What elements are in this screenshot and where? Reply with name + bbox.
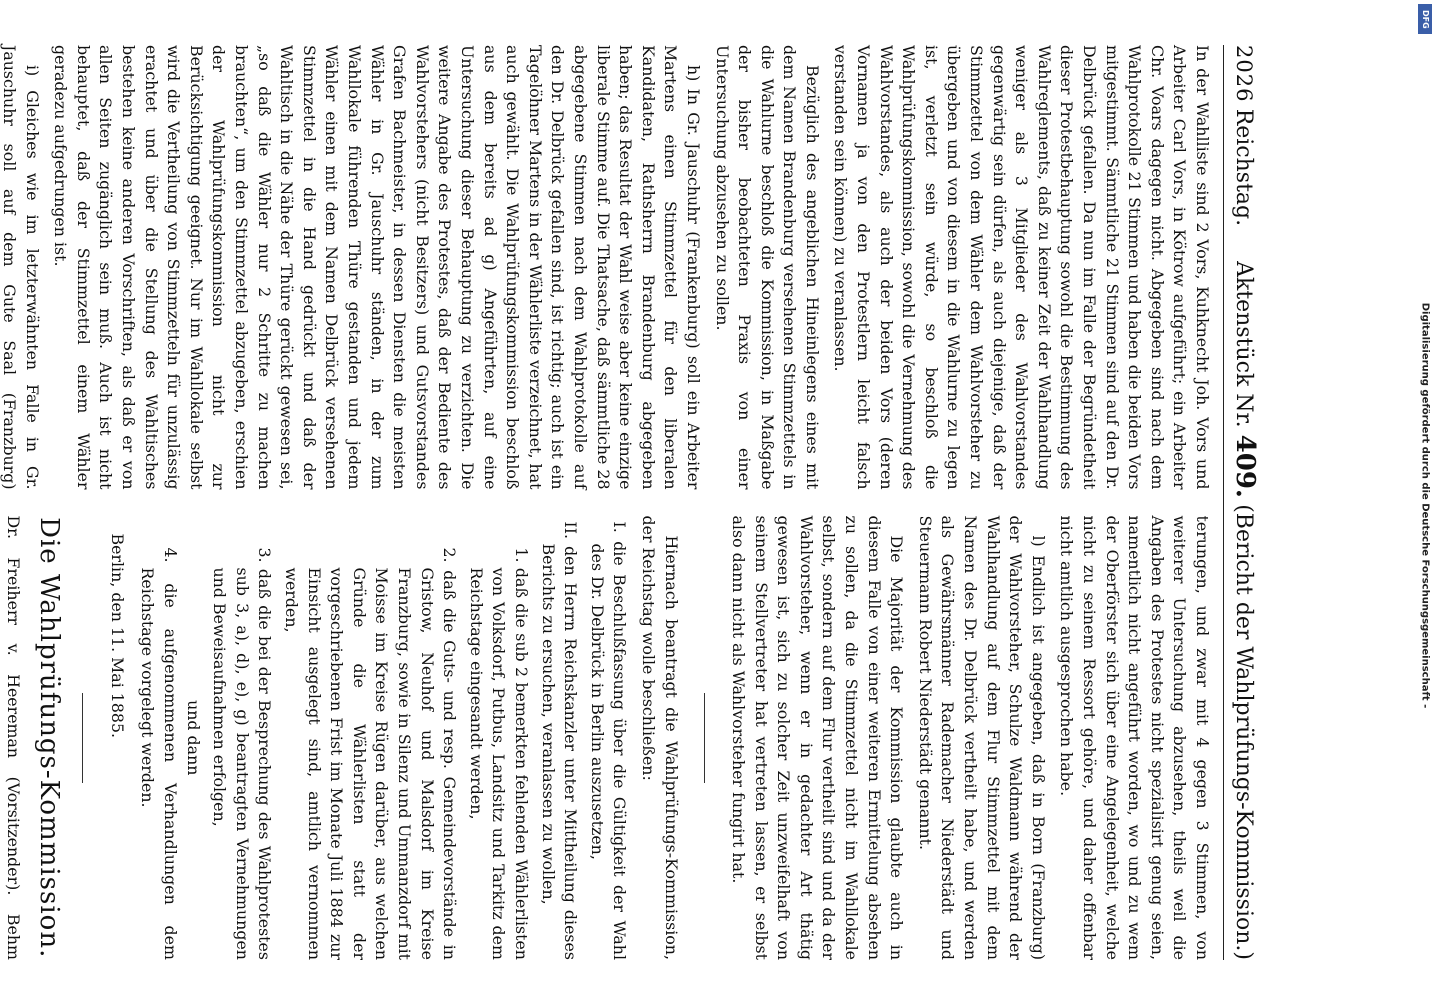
aktenstueck-number: 409.	[1230, 434, 1260, 498]
paragraph: In der Wahlliste sind 2 Vors, Kuhknecht Joh. Vors und Arbeiter Carl Vors, in Kötrow aufgeführt; ein Arbeiter Chr. Voars dagegen nicht. Abgegeben sind nach dem Wahlprotokolle 21 Stimmen und haben die beiden Vors mitgestimmt. Sämmtliche 21 Stimmen sind auf den Dr. Delbrück gefallen. Da nun im Falle der Begründetheit dieser Protestbehauptung sowohl die Bestimmung des Wahlreglements, daß zu keiner Zeit der Wahlhandlung weniger als 3 Mitglieder des Wahlvorstandes gegenwärtig sein dürfen, als auch diejenige, daß der Stimmzettel von dem Wähler dem Wahlvorsteher zu übergeben und von diesem in die Wahlurne zu legen ist, verletzt sein würde, so beschloß die Wahlprüfungskommission, sowohl die Vernehmung des Wahlvorstandes, als auch der beiden Vors (deren Vornamen ja von den Protestlern leicht falsch verstanden sein können) zu veranlassen.	[831, 45, 1212, 490]
header-right-title: (Bericht der Wahlprüfungs-Kommission.)	[1231, 504, 1256, 960]
motion-intro: Hiernach beantragt die Wahlprüfungs-Kommission, der Reichstag wolle beschließen:	[638, 515, 681, 960]
paragraph: Bezüglich des angeblichen Hineinlegens eines mit dem Namen Brandenburg versehenen Stimmzettels in die Wahlurne beschloß die Kommission, in Maßgabe der bisher beobachteten Praxis von einer Untersuchung abzusehen zu sollen.	[712, 45, 822, 490]
section-divider	[82, 693, 83, 783]
left-column	[0, 45, 1213, 490]
commission-members: Dr. Freiherr v. Heereman (Vorsitzender). Behm	[3, 515, 23, 960]
digitisation-note-text: Digitalisierung gefördert durch die Deutsche Forschungsgemeinschaft -	[1419, 302, 1431, 709]
page-number: 2026	[1232, 45, 1256, 103]
motion-subitem: 2. daß die Guts- und resp. Gemeindevorstände in Gristow, Neuhof und Malsdorf im Kreise Franzburg, sowie in Silenz und Ummanzdorf mit Moisse im Kreise Rügen darüber, aus welchen Gründe die Wählerlisten statt der vorgeschriebenen Frist im Monate Juli 1884 zur Einsicht ausgelegt sind, amtlich vernommen werden,	[282, 547, 460, 960]
date-line: Berlin, den 11. Mai 1885.	[107, 533, 127, 739]
digitisation-note	[1418, 0, 1432, 1000]
dfg-logo: DFG	[1418, 4, 1432, 34]
paragraph: h) In Gr. Jauschuhr (Frankenburg) soll ein Arbeiter Martens einen Stimmzettel für den liberalen Kandidaten, Rathsherrn Brandenburg abgegeben haben; das Resultat der Wahl weise aber keine einzige liberale Stimme auf. Die Thatsache, daß sämmtliche 28 abgegebene Stimmen nach dem Wahlprotokolle auf den Dr. Delbrück gefallen sind, ist richtig; auch ist ein Tagelöhner Martens in der Wählerliste verzeichnet, hat auch gewählt. Die Wahlprüfungskommission beschloß aus dem bereits ad g) Angeführten, auf eine Untersuchung dieser Behauptung zu verzichten. Die weitere Angabe des Protestes, daß der Bediente des Wahlvorstehers (nicht Besitzers) und Gutsvorstandes Grafen Bachmeister, in dessen Diensten die meisten Wähler in Gr. Jauschuhr ständen, in der zum Wahllokale führenden Thüre gestanden und jedem Wähler einen mit dem Namen Delbrück versehenen Stimmzettel in die Hand gedrückt und daß der Wahltisch in die Nähe der Thüre gerückt gewesen sei, „so daß die Wähler nur 2 Schritte zu machen brauchten“, um den Stimmzettel abzugeben, erschien der Wahlprüfungskommission nicht zur Berücksichtigung geeignet. Nur im Wahllokale selbst wird die Vertheilung von Stimmzetteln für unzulässig erachtet und über die Stellung des Wahltisches bestehen keine anderen Vorschriften, als daß er von allen Seiten zugänglich sein muß. Auch ist nicht behauptet, daß der Stimmzettel einem Wähler geradezu aufgedrungen ist.	[51, 45, 703, 490]
motion-item: II. den Herrn Reichskanzler unter Mittheilung dieses Berichts zu ersuchen, veranlassen zu wollen,	[538, 521, 581, 960]
header-center	[1230, 102, 1260, 504]
paragraph: terungen, und zwar mit 4 gegen 3 Stimmen, von weiterer Untersuchung abzusehen, theils weil die Angaben des Protestes nicht spezialisirt genug seien, namentlich nicht angeführt worden, wo und zu wem der Oberförster sich über eine Angelegenheit, welche nicht zu seinem Ressort gehöre, und daher offenbar nicht amtlich ausgesprochen habe.	[1057, 515, 1212, 960]
aktenstueck-label: Aktenstück Nr.	[1231, 261, 1256, 428]
signature-title: Die Wahlprüfungs-Kommission.	[34, 517, 65, 959]
motion-subitem: 3. daß die bei der Besprechung des Wahlprotestes sub 3, a), d), e), g) beantragten Vernehmungen und Beweisaufnahmen erfolgen,	[210, 547, 275, 960]
section-divider	[704, 693, 705, 783]
paragraph: i) Gleiches wie im letzterwähnten Falle in Gr. Jauschuhr soll auf dem Gute Saal (Franzburg)	[0, 45, 42, 490]
motion-subitem: 1. daß die sub 2 bemerkten fehlenden Wählerlisten von Volksdorf, Putbus, Landsitz und Tarkitz dem Reichstage eingesandt werden,	[466, 547, 531, 960]
paragraph: l) Endlich ist angegeben, daß in Born (Franzburg) der Wahlvorsteher, Schulze Waldmann während der Wahlhandlung auf dem Flur Stimmzettel mit dem Namen des Dr. Delbrück vertheilt habe, und werden als Gewährsmänner Rademacher Niederstädt und Steuermann Robert Niederstädt genannt.	[915, 515, 1048, 960]
header-left-title: Reichstag.	[1231, 108, 1256, 227]
text-columns	[0, 45, 1213, 960]
motion-subitem: 4. die aufgenommenen Verhandlungen dem Reichstage vorgelegt werden.	[138, 547, 181, 960]
motion-item: I. die Beschlußfassung über die Gültigkeit der Wahl des Dr. Delbrück in Berlin auszusetzen,	[587, 521, 630, 960]
und-dann: und dann	[183, 700, 203, 776]
page-header	[1223, 45, 1260, 960]
right-column	[3, 515, 1213, 961]
paragraph: Die Majorität der Kommission glaubte auch in diesem Falle von einer weiteren Ermittelung absehen zu sollen, da die Stimmzettel nicht im Wahllokale selbst, sondern auf dem Flur vertheilt sind und da der Wahlvorsteher, wenn er in gedachter Art thätig gewesen ist, sich zu solcher Zeit unzweifelhaft von seinem Stellvertreter hat vertreten lassen, er selbst also dann nicht als Wahlvorsteher fungirt hat.	[729, 515, 907, 960]
